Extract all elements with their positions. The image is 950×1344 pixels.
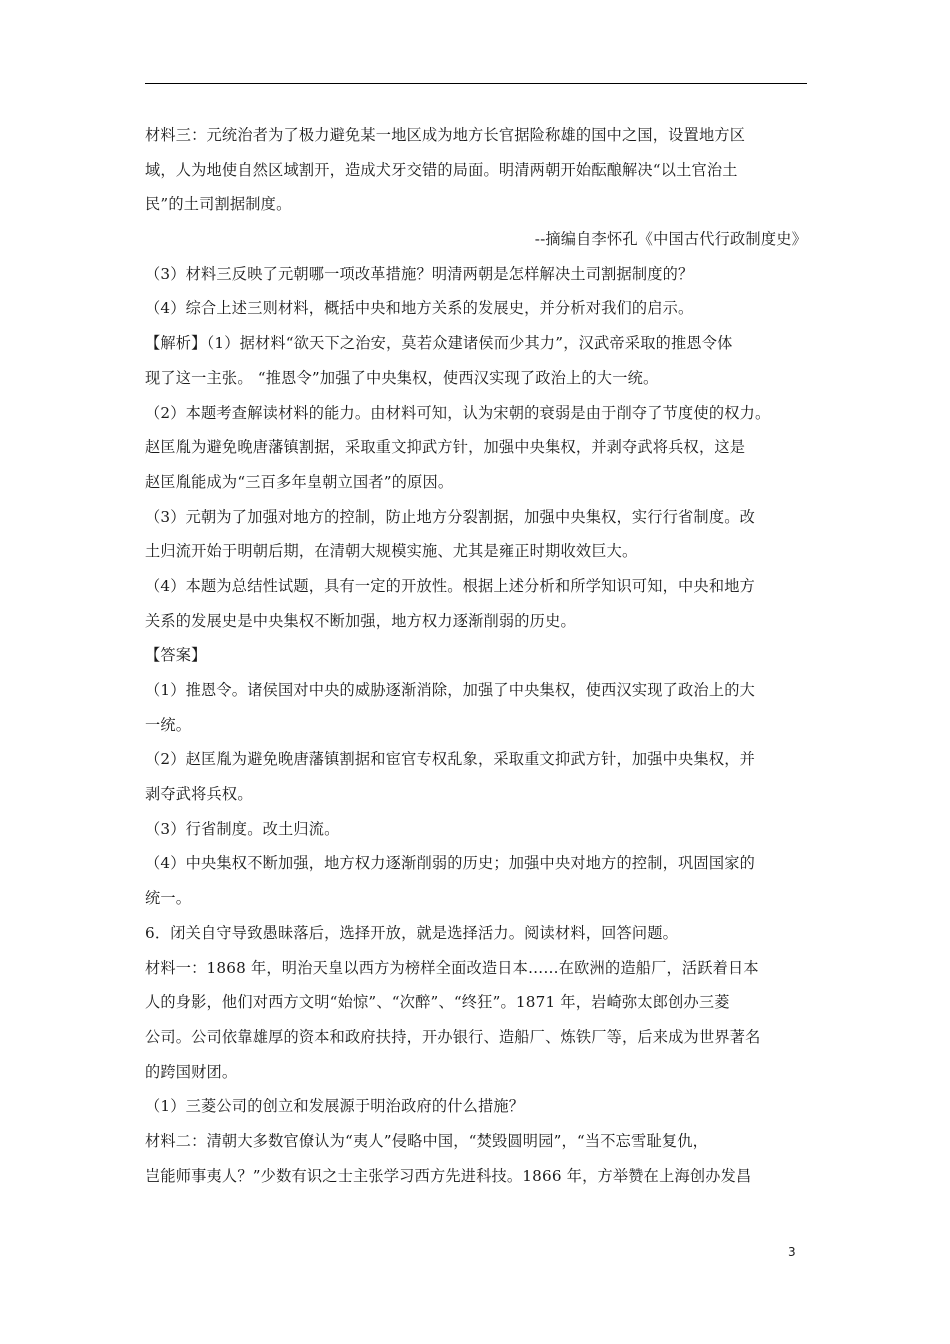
text-line: 的跨国财团。 (145, 1062, 238, 1081)
text-line: 人的身影，他们对西方文明“始惊”、“次醉”、“终狂”。1871 年，岩崎弥太郎创办三菱 (145, 993, 730, 1012)
text-line: 民”的土司割据制度。 (145, 195, 292, 214)
analysis-line: （3）元朝为了加强对地方的控制，防止地方分裂割据，加强中央集权，实行行省制度。改 (145, 507, 755, 526)
answer-line: （2）赵匡胤为避免晚唐藩镇割据和宦官专权乱象，采取重文抑武方针，加强中央集权，并 (145, 750, 755, 769)
text-line: 材料二：清朝大多数官僚认为“夷人”侵略中国，“焚毁圆明园”，“当不忘雪耻复仇， (145, 1131, 708, 1150)
source-citation: --摘编自李怀孔《中国古代行政制度史》 (534, 230, 807, 249)
text-line: 岂能师事夷人？”少数有识之士主张学习西方先进科技。1866 年，方举赞在上海创办发昌 (145, 1166, 752, 1185)
analysis-line: （4）本题为总结性试题，具有一定的开放性。根据上述分析和所学知识可知，中央和地方 (145, 576, 755, 595)
analysis-line: 赵匡胤能成为“三百多年皇朝立国者”的原因。 (145, 472, 454, 491)
text-line: 材料一：1868 年，明治天皇以西方为榜样全面改造日本……在欧洲的造船厂，活跃着日本 (145, 958, 759, 977)
answer-line: （4）中央集权不断加强，地方权力逐渐削弱的历史；加强中央对地方的控制，巩固国家的 (145, 854, 755, 873)
analysis-line: 关系的发展史是中央集权不断加强，地方权力逐渐削弱的历史。 (145, 611, 576, 630)
answer-line: （3）行省制度。改土归流。 (145, 819, 340, 838)
answer-line: 统一。 (145, 889, 192, 908)
text-line: 公司。公司依靠雄厚的资本和政府扶持，开办银行、造船厂、炼铁厂等，后来成为世界著名 (145, 1027, 761, 1046)
answer-line: 剥夺武将兵权。 (145, 785, 253, 804)
analysis-line: 【解析】（1）据材料“欲天下之治安，莫若众建诸侯而少其力”，汉武帝采取的推恩令体 (145, 334, 733, 353)
analysis-line: 土归流开始于明朝后期，在清朝大规模实施、尤其是雍正时期收效巨大。 (145, 542, 638, 561)
question-line: （3）材料三反映了元朝哪一项改革措施？明清两朝是怎样解决土司割据制度的？ (145, 264, 694, 283)
page-number: 3 (788, 1245, 796, 1259)
document-body (145, 118, 807, 1193)
question-heading: 6．闭关自守导致愚昧落后，选择开放，就是选择活力。阅读材料，回答问题。 (145, 923, 679, 942)
answer-line: 一统。 (145, 715, 192, 734)
analysis-line: 现了这一主张。 “推恩令”加强了中央集权，使西汉实现了政治上的大一统。 (145, 368, 659, 387)
answer-heading: 【答案】 (145, 646, 207, 665)
question-line: （4）综合上述三则材料，概括中央和地方关系的发展史，并分析对我们的启示。 (145, 299, 694, 318)
answer-line: （1）推恩令。诸侯国对中央的威胁逐渐消除，加强了中央集权，使西汉实现了政治上的大 (145, 681, 755, 699)
header-rule (145, 83, 807, 84)
text-line: 材料三：元统治者为了极力避免某一地区成为地方长官据险称雄的国中之国，设置地方区 (145, 126, 746, 144)
question-line: （1）三菱公司的创立和发展源于明治政府的什么措施？ (145, 1097, 525, 1116)
analysis-line: （2）本题考查解读材料的能力。由材料可知，认为宋朝的衰弱是由于削夺了节度使的权力。 (145, 403, 771, 422)
text-line: 域，人为地使自然区域割开，造成犬牙交错的局面。明清两朝开始酝酿解决“以土官治土 (145, 160, 738, 179)
analysis-line: 赵匡胤为避免晚唐藩镇割据，采取重文抑武方针，加强中央集权，并剥夺武将兵权，这是 (145, 438, 746, 457)
